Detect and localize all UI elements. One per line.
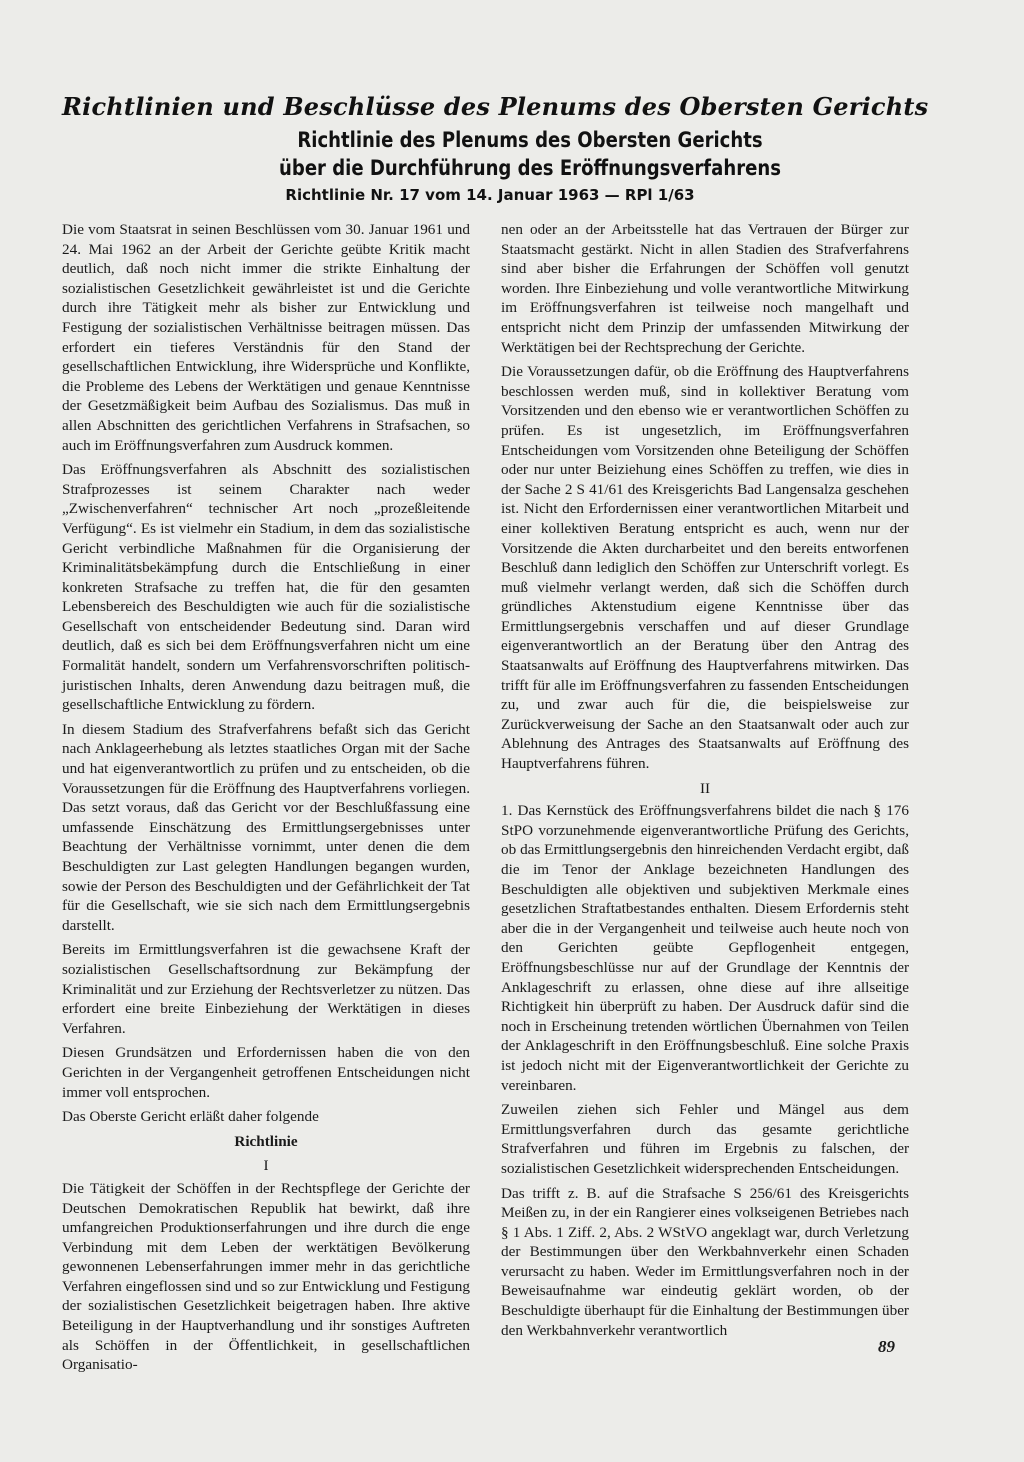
heading-richtlinie: Richtlinie xyxy=(234,1132,298,1150)
paragraph: Die vom Staatsrat in seinen Beschlüssen vom 30. Januar 1961 und 24. Mai 1962 an der Arbeit der Gerichte geübte Kritik macht deutlich, daß noch nicht immer die strikte Einhaltung der sozialistischen Gesetzlichkeit gewährleistet ist und die Gerichte durch ihre Tätigkeit mehr als bisher zur Entwicklung und Festigung der sozialistischen Verhältnisse beitragen müssen. Das erfordert ein tieferes Verständnis für den Stand der gesellschaftlichen Entwicklung, ihre Widersprüche und Konflikte, die Probleme des Lebens der Werktätigen und genaue Kenntnisse der Gesetzmäßigkeit beim Aufbau des Sozialismus. Das muß in allen Abschnitten des gerichtlichen Verfahrens in Strafsachen, so auch im Eröffnungsverfahren zum Ausdruck kommen. xyxy=(62,221,470,454)
document-title-line-1: Richtlinie des Plenums des Obersten Gerichts xyxy=(297,128,763,152)
section-header: Richtlinien und Beschlüsse des Plenums des Obersten Gerichts xyxy=(62,92,929,121)
paragraph: Zuweilen ziehen sich Fehler und Mängel aus dem Ermittlungsverfahren durch das gesamte gerichtliche Strafverfahren und führen im Ergebnis zu falschen, der sozialistischen Gesetzlichkeit widersprechenden Entscheidungen. xyxy=(501,1101,909,1177)
paragraph: In diesem Stadium des Strafverfahrens befaßt sich das Gericht nach Anklageerhebung als letztes staatliches Organ mit der Sache und hat eigenverantwortlich zu prüfen und zu entscheiden, ob die Voraussetzungen für die Eröffnung des Hauptverfahrens vorliegen. Das setzt voraus, daß das Gericht vor der Beschlußfassung eine umfassende Einschätzung des Ermittlungsergebnisses unter Beachtung der Verhältnisse vornimmt, unter denen die dem Beschuldigten zur Last gelegten Handlungen begangen wurden, sowie der Person des Beschuldigten und der Gefährlichkeit der Tat für die Gesellschaft, wie sie sich nach dem Ermittlungsergebnis darstellt. xyxy=(62,720,470,934)
page-number: 89 xyxy=(878,1337,895,1356)
document-title-line-2: über die Durchführung des Eröffnungsverfahrens xyxy=(279,156,781,180)
paragraph: Das Eröffnungsverfahren als Abschnitt des sozialistischen Strafprozesses ist seinem Charakter nach weder „Zwischenverfahren“ technischer Art noch „prozeßleitende Verfügung“. Es ist vielmehr ein Stadium, in dem das sozialistische Gericht verbindliche Maßnahmen für die Organisierung der Kriminalitätsbekämpfung durch die Entschließung in einer konkreten Strafsache zu treffen hat, die für den gesamten Lebensbereich des Beschuldigten wie auch für die sozialistische Gesellschaft von entscheidender Bedeutung sind. Daran wird deutlich, daß es sich bei dem Eröffnungsverfahren nicht um eine Formalität handelt, sondern um Verfahrensvorschriften politisch-juristischen Inhalts, deren Anwendung dazu beitragen muß, die gesellschaftliche Entwicklung zu fördern. xyxy=(62,461,470,714)
paragraph: 1. Das Kernstück des Eröffnungsverfahrens bildet die nach § 176 StPO vorzunehmende eigenverantwortliche Prüfung des Gerichts, ob das Ermittlungsergebnis den hinreichenden Verdacht ergibt, daß die im Tenor der Anklage bezeichneten Handlungen des Beschuldigten alle objektiven und subjektiven Merkmale eines gesetzlichen Straftatbestandes enthalten. Diesem Erfordernis steht aber die in der Vergangenheit und teilweise auch heute noch von den Gerichten geübte Gepflogenheit entgegen, Eröffnungsbeschlüsse nur auf der Grundlage der Kenntnis der Anklageschrift zu erlassen, ohne diese auf ihre allseitige Richtigkeit hin überprüft zu haben. Der Ausdruck dafür sind die noch in Erscheinung tretenden wörtlichen Übernahmen von Teilen der Anklageschrift in den Eröffnungsbeschluß. Eine solche Praxis ist jedoch nicht mit der Eigenverantwortlichkeit der Gerichte zu vereinbaren. xyxy=(501,802,909,1094)
paragraph: Diesen Grundsätzen und Erfordernissen haben die von den Gerichten in der Vergangenheit getroffenen Entscheidungen nicht immer voll entsprochen. xyxy=(62,1044,470,1101)
paragraph: Das Oberste Gericht erläßt daher folgende xyxy=(62,1108,319,1126)
paragraph: Die Voraussetzungen dafür, ob die Eröffnung des Hauptverfahrens beschlossen werden muß, sind in kollektiver Beratung vom Vorsitzenden und den ebenso wie er verantwortlichen Schöffen zu prüfen. Es ist ungesetzlich, im Eröffnungsverfahren Entscheidungen vom Vorsitzenden ohne Beteiligung der Schöffen oder nur unter Beiziehung eines Schöffen zu treffen, wie dies in der Sache 2 S 41/61 des Kreisgerichts Bad Langensalza geschehen ist. Nicht den Erfordernissen einer verantwortlichen Mitarbeit und einer kollektiven Beratung entspricht es auch, wenn nur der Vorsitzende die Akten durcharbeitet und den bereits entworfenen Beschluß dann lediglich den Schöffen zur Unterschrift vorlegt. Es muß vielmehr verlangt werden, daß sich die Schöffen durch gründliches Aktenstudium eigene Kenntnisse über das Ermittlungsergebnis verschaffen und auf dieser Grundlage eigenverantwortlich an der Beratung über den Antrag des Staatsanwalts auf Eröffnung des Hauptverfahrens mitwirken. Das trifft für alle im Eröffnungsverfahren zu fassenden Entscheidungen zu, und zwar auch für die, die beispielsweise zur Zurückverweisung der Sache an den Staatsanwalt oder auch zur Ablehnung des Antrages des Staatsanwalts auf Eröffnung des Hauptverfahrens führen. xyxy=(501,363,909,773)
right-text-column xyxy=(501,220,909,1345)
paragraph: nen oder an der Arbeitsstelle hat das Vertrauen der Bürger zur Staatsmacht gestärkt. Nicht in allen Stadien des Strafverfahrens sind aber bisher die Erfahrungen der Schöffen voll genutzt worden. Ihre Einbeziehung und volle verantwortliche Mitwirkung im Eröffnungsverfahren ist teilweise noch mangelhaft und entspricht nicht dem Prinzip der umfassenden Mitwirkung der Werktätigen bei der Rechtsprechung der Gerichte. xyxy=(501,221,909,356)
heading-section-2: II xyxy=(699,779,711,797)
paragraph: Bereits im Ermittlungsverfahren ist die gewachsene Kraft der sozialistischen Gesellschaftsordnung zur Bekämpfung der Kriminalität und zur Erziehung der Rechtsverletzer zu nützen. Das erfordert eine breite Einbeziehung der Werktätigen in dieses Verfahren. xyxy=(62,941,470,1037)
document-subtitle: Richtlinie Nr. 17 vom 14. Januar 1963 — RPl 1/63 xyxy=(285,186,695,204)
paragraph: Die Tätigkeit der Schöffen in der Rechtspflege der Gerichte der Deutschen Demokratischen Republik hat bewirkt, daß ihre umfangreichen Produktionserfahrungen und ihre durch die enge Verbindung mit dem Leben der werktätigen Bevölkerung gewonnenen Lebenserfahrungen immer mehr in das gerichtliche Verfahren eingeflossen sind und so zur Entwicklung und Festigung der sozialistischen Gesetzlichkeit beigetragen haben. Ihre aktive Beteiligung in der Hauptverhandlung und ihr sonstiges Auftreten als Schöffen in der Öffentlichkeit, in gesellschaftlichen Organisatio- xyxy=(62,1179,470,1374)
left-text-column xyxy=(62,220,470,1380)
heading-section-1: I xyxy=(263,1157,269,1175)
paragraph: Das trifft z. B. auf die Strafsache S 256/61 des Kreisgerichts Meißen zu, in der ein Rangierer eines volkseigenen Betriebes nach § 1 Abs. 1 Ziff. 2, Abs. 2 WStVO angeklagt war, durch Verletzung der Bestimmungen über den Werkbahnverkehr einen Schaden verursacht zu haben. Weder im Ermittlungsverfahren noch in der Beweisaufnahme war eindeutig geklärt worden, ob der Beschuldigte überhaupt für die Einhaltung der Bestimmungen über den Werkbahnverkehr verantwortlich xyxy=(501,1184,909,1339)
